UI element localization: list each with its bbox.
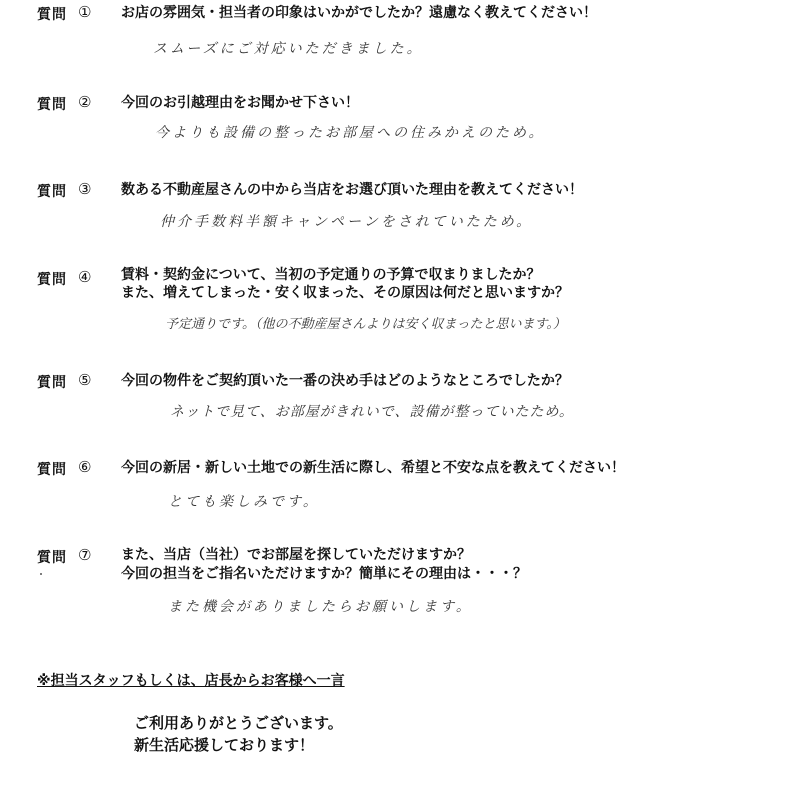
question-text: 今回のお引越理由をお聞かせ下さい！ — [121, 95, 359, 111]
note-line-1: ご利用ありがとうございます。 — [134, 714, 343, 732]
note-title: ※担当スタッフもしくは、店長からお客様へ一言 — [37, 673, 345, 689]
question-label: 質問 — [37, 375, 67, 391]
question-text-line-1: また、当店（当社）でお部屋を探していただけますか？ — [121, 547, 471, 563]
question-label: 質問 — [37, 184, 67, 200]
question-text: 今回の新居・新しい土地での新生活に際し、希望と不安な点を教えてください！ — [121, 460, 625, 476]
handwritten-answer: また機会がありましたらお願いします。 — [168, 599, 473, 615]
question-text: お店の雰囲気・担当者の印象はいかがでしたか？遠慮なく教えてください！ — [121, 5, 597, 21]
stray-dot — [40, 573, 42, 575]
question-label: 質問 — [37, 7, 67, 23]
question-number: ⑦ — [78, 546, 92, 564]
question-text: 今回の物件をご契約頂いた一番の決め手はどのようなところでしたか？ — [121, 373, 569, 389]
question-number: ④ — [78, 268, 92, 286]
question-text-line-2: また、増えてしまった・安く収まった、その原因は何だと思いますか？ — [121, 285, 569, 301]
question-number: ⑤ — [78, 371, 92, 389]
question-label: 質問 — [37, 272, 67, 288]
question-number: ② — [78, 93, 92, 111]
handwritten-answer: スムーズにご対応いただきました。 — [153, 41, 424, 57]
question-number: ③ — [78, 180, 92, 198]
question-text-line-2: 今回の担当をご指名いただけますか？簡単にその理由は・・・？ — [121, 566, 527, 582]
handwritten-answer: 今よりも設備の整ったお部屋への住みかえのため。 — [155, 125, 546, 141]
question-text-line-1: 賃料・契約金について、当初の予定通りの予算で収まりましたか？ — [121, 267, 541, 283]
question-number: ⑥ — [78, 458, 92, 476]
note-line-2: 新生活応援しております！ — [134, 736, 315, 754]
question-label: 質問 — [37, 462, 67, 478]
question-number: ① — [78, 3, 92, 21]
handwritten-answer: 予定通りです。（他の不動産屋さんよりは安く収まったと思います。） — [165, 317, 566, 332]
handwritten-answer: とても楽しみです。 — [168, 494, 320, 510]
question-text: 数ある不動産屋さんの中から当店をお選び頂いた理由を教えてください！ — [121, 182, 583, 198]
handwritten-answer: 仲介手数料半額キャンペーンをされていたため。 — [160, 214, 534, 230]
handwritten-answer: ネットで見て、お部屋がきれいで、設備が整っていたため。 — [170, 404, 574, 420]
question-label: 質問 — [37, 550, 67, 566]
question-label: 質問 — [37, 97, 67, 113]
